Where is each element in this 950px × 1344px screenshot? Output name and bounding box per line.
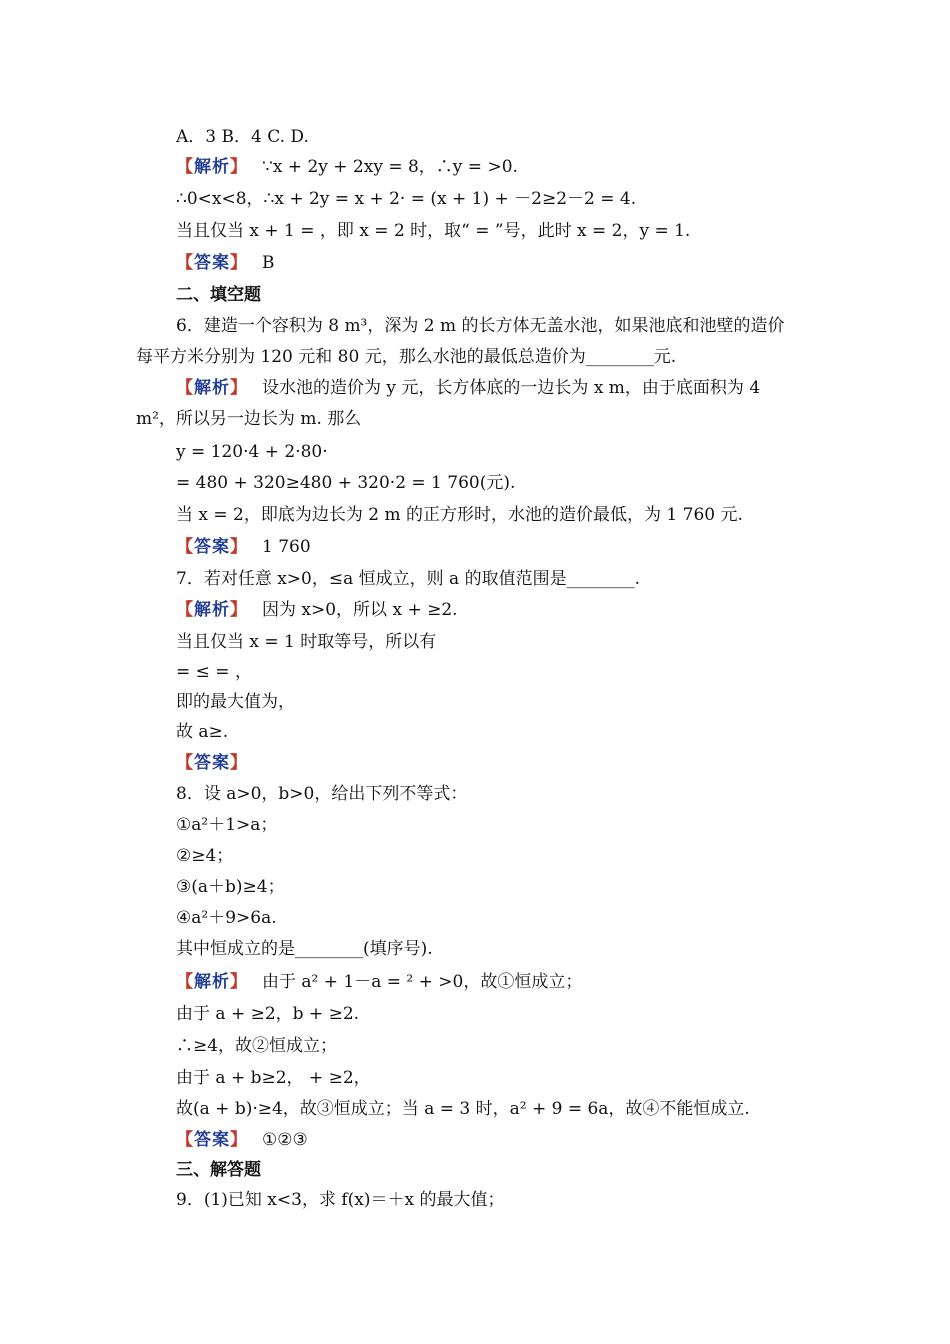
text-line: ∴0<x<8，∴x + 2y = x + 2· = (x + 1) + －2≥2－2 = 4. — [176, 189, 637, 209]
section-heading: 二、填空题 — [176, 285, 261, 305]
solution-tag: 【解析】 — [176, 600, 248, 620]
formula-line: = 480 + 320≥480 + 320·2 = 1 760(元). — [176, 473, 516, 493]
answer-line: 【答案】 B — [176, 253, 275, 273]
answer-tag: 【答案】 — [176, 753, 248, 773]
answer-line: 【答案】 ①②③ — [176, 1130, 308, 1150]
text-line: 故 a≥. — [176, 722, 229, 742]
text-line: 由于 a + ≥2，b + ≥2. — [176, 1004, 360, 1024]
answer-tag: 【答案】 — [176, 253, 248, 273]
question-line: 8．设 a>0，b>0，给出下列不等式： — [176, 784, 468, 804]
list-item: ②≥4； — [176, 846, 234, 866]
solution-tag: 【解析】 — [176, 972, 248, 992]
solution-line: 【解析】 因为 x>0，所以 x + ≥2. — [176, 600, 458, 620]
section-heading: 三、解答题 — [176, 1160, 261, 1180]
text-line: 由于 a + b≥2， + ≥2， — [176, 1068, 371, 1088]
text-line: m²，所以另一边长为 m. 那么 — [136, 409, 362, 429]
option-line: A．3 B．4 C. D. — [176, 127, 309, 147]
solution-tag: 【解析】 — [176, 378, 248, 398]
answer-line — [176, 751, 262, 775]
solution-tag: 【解析】 — [176, 157, 248, 177]
formula-line: = ≤ = ， — [176, 662, 252, 682]
answer-line: 【答案】 1 760 — [176, 537, 311, 557]
question-line: 每平方米分别为 120 元和 80 元，那么水池的最低总造价为________元. — [136, 347, 677, 367]
text-line: 当且仅当 x = 1 时取等号，所以有 — [176, 632, 437, 652]
solution-line: 【解析】 ∵x + 2y + 2xy = 8，∴y = >0. — [176, 157, 518, 177]
question-line: 9．(1)已知 x<3，求 f(x)＝＋x 的最大值； — [176, 1190, 505, 1210]
text-line: 当 x = 2，即底为边长为 2 m 的正方形时，水池的造价最低，为 1 760 元. — [176, 505, 743, 525]
solution-line: 【解析】 设水池的造价为 y 元，长方体底的一边长为 x m，由于底面积为 4 — [176, 378, 761, 398]
text-line: ∴≥4，故②恒成立； — [176, 1036, 338, 1056]
question-line: 其中恒成立的是________(填序号). — [176, 939, 433, 959]
list-item: ③(a＋b)≥4； — [176, 877, 285, 897]
formula-line: y = 120·4 + 2·80· — [176, 442, 328, 462]
answer-tag: 【答案】 — [176, 1130, 248, 1150]
question-line: 6．建造一个容积为 8 m³，深为 2 m 的长方体无盖水池，如果池底和池壁的造价 — [176, 316, 785, 336]
question-line: 7．若对任意 x>0，≤a 恒成立，则 a 的取值范围是________. — [176, 569, 640, 589]
text-line: 当且仅当 x + 1 = ，即 x = 2 时，取“ = ”号，此时 x = 2，y = 1. — [176, 221, 691, 241]
text-line: 即的最大值为， — [176, 692, 295, 712]
list-item: ①a²＋1>a； — [176, 815, 278, 835]
solution-line: 【解析】 由于 a² + 1－a = ² + >0，故①恒成立； — [176, 972, 583, 992]
text-line: 故(a + b)·≥4，故③恒成立；当 a = 3 时，a² + 9 = 6a，故④不能恒成立. — [176, 1099, 750, 1119]
list-item: ④a²＋9>6a. — [176, 908, 277, 928]
answer-tag: 【答案】 — [176, 537, 248, 557]
